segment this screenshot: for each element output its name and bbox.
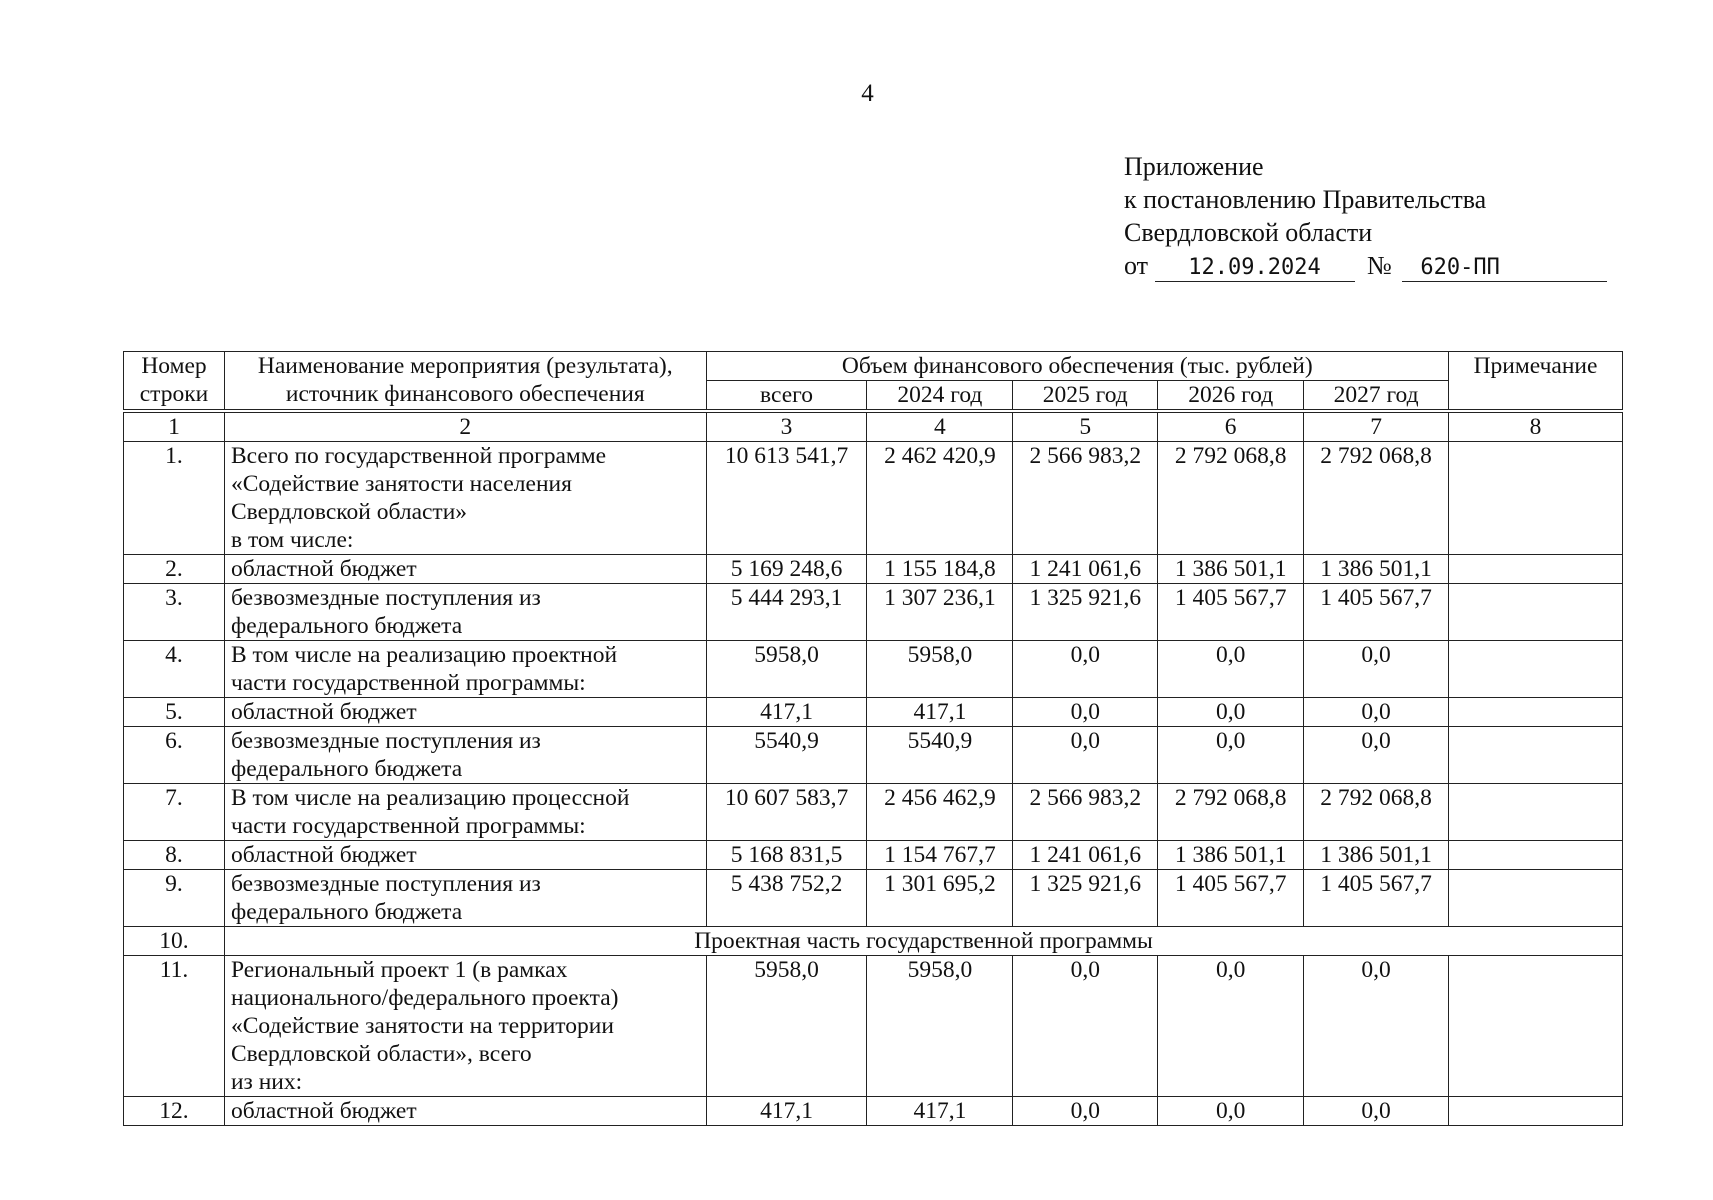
year-2027-cell: 1 405 567,7 [1304,584,1449,641]
header-2027: 2027 год [1304,381,1449,412]
year-2024-cell: 5958,0 [867,641,1013,698]
column-number: 7 [1304,411,1449,442]
item-name-cell: безвозмездные поступления из федерального бюджета [224,727,706,784]
total-cell: 5 168 831,5 [706,841,867,870]
header-volume: Объем финансового обеспечения (тыс. рублей) [706,352,1448,381]
year-2025-cell: 0,0 [1013,956,1158,1097]
item-name-cell: безвозмездные поступления из федерального бюджета [224,584,706,641]
year-2027-cell: 0,0 [1304,641,1449,698]
year-2027-cell: 1 386 501,1 [1304,555,1449,584]
document-date: 12.09.2024 [1155,255,1355,282]
row-number-cell: 3. [124,584,225,641]
note-cell [1449,584,1623,641]
appendix-line-3: Свердловской области [1124,218,1373,247]
year-2025-cell: 1 241 061,6 [1013,841,1158,870]
year-2024-cell: 5540,9 [867,727,1013,784]
note-cell [1449,442,1623,555]
note-cell [1449,698,1623,727]
year-2027-cell: 2 792 068,8 [1304,442,1449,555]
note-cell [1449,956,1623,1097]
total-cell: 5 169 248,6 [706,555,867,584]
year-2027-cell: 1 405 567,7 [1304,870,1449,927]
item-name-cell: областной бюджет [224,841,706,870]
year-2026-cell: 1 386 501,1 [1158,841,1304,870]
year-2026-cell: 1 405 567,7 [1158,870,1304,927]
table-row [124,555,1623,584]
table-row [124,1097,1623,1126]
section-row [124,927,1623,956]
column-number: 2 [224,411,706,442]
year-2025-cell: 1 325 921,6 [1013,870,1158,927]
total-cell: 10 607 583,7 [706,784,867,841]
row-number-cell: 6. [124,727,225,784]
table-row [124,698,1623,727]
year-2025-cell: 2 566 983,2 [1013,784,1158,841]
year-2026-cell: 0,0 [1158,1097,1304,1126]
item-name-cell: безвозмездные поступления из федерального бюджета [224,870,706,927]
date-prefix: от [1124,251,1149,280]
year-2027-cell: 0,0 [1304,698,1449,727]
row-number-cell: 10. [124,927,225,956]
year-2027-cell: 1 386 501,1 [1304,841,1449,870]
year-2026-cell: 1 386 501,1 [1158,555,1304,584]
year-2027-cell: 0,0 [1304,727,1449,784]
year-2025-cell: 0,0 [1013,641,1158,698]
column-number: 6 [1158,411,1304,442]
year-2027-cell: 0,0 [1304,1097,1449,1126]
year-2026-cell: 0,0 [1158,727,1304,784]
year-2024-cell: 417,1 [867,1097,1013,1126]
year-2025-cell: 1 241 061,6 [1013,555,1158,584]
total-cell: 417,1 [706,698,867,727]
table-row [124,584,1623,641]
year-2025-cell: 0,0 [1013,1097,1158,1126]
table-row [124,641,1623,698]
item-name-cell: Всего по государственной программе «Содействие занятости населения Свердловской области» в том числе: [224,442,706,555]
header-name: Наименование мероприятия (результата), источник финансового обеспечения [224,352,706,412]
row-number-cell: 9. [124,870,225,927]
year-2024-cell: 1 307 236,1 [867,584,1013,641]
year-2027-cell: 0,0 [1304,956,1449,1097]
year-2026-cell: 0,0 [1158,956,1304,1097]
table-row [124,841,1623,870]
item-name-cell: Региональный проект 1 (в рамках национального/федерального проекта) «Содействие занятости на территории Свердловской области», всего из них: [224,956,706,1097]
row-number-cell: 8. [124,841,225,870]
header-2025: 2025 год [1013,381,1158,412]
column-number: 3 [706,411,867,442]
page-number: 4 [861,80,874,107]
row-number-cell: 11. [124,956,225,1097]
year-2024-cell: 417,1 [867,698,1013,727]
total-cell: 10 613 541,7 [706,442,867,555]
number-prefix: № [1367,251,1392,280]
column-number: 5 [1013,411,1158,442]
year-2024-cell: 2 462 420,9 [867,442,1013,555]
year-2024-cell: 1 155 184,8 [867,555,1013,584]
total-cell: 5 444 293,1 [706,584,867,641]
table-row [124,956,1623,1097]
header-2024: 2024 год [867,381,1013,412]
row-number-cell: 5. [124,698,225,727]
document-number: 620-ПП [1402,255,1607,282]
note-cell [1449,784,1623,841]
appendix-block [1124,150,1607,282]
table-body [124,411,1623,1126]
column-numbers-row [124,411,1623,442]
header-2026: 2026 год [1158,381,1304,412]
year-2025-cell: 1 325 921,6 [1013,584,1158,641]
note-cell [1449,555,1623,584]
row-number-cell: 1. [124,442,225,555]
note-cell [1449,870,1623,927]
note-cell [1449,1097,1623,1126]
header-note: Примечание [1449,352,1623,412]
total-cell: 5540,9 [706,727,867,784]
year-2025-cell: 0,0 [1013,698,1158,727]
year-2024-cell: 5958,0 [867,956,1013,1097]
column-number: 4 [867,411,1013,442]
appendix-line-2: к постановлению Правительства [1124,185,1487,214]
column-number: 1 [124,411,225,442]
year-2026-cell: 2 792 068,8 [1158,442,1304,555]
header-row-number: Номер строки [124,352,225,412]
row-number-cell: 12. [124,1097,225,1126]
total-cell: 417,1 [706,1097,867,1126]
year-2024-cell: 2 456 462,9 [867,784,1013,841]
year-2024-cell: 1 301 695,2 [867,870,1013,927]
column-number: 8 [1449,411,1623,442]
note-cell [1449,727,1623,784]
table-row [124,784,1623,841]
item-name-cell: областной бюджет [224,555,706,584]
section-title-cell: Проектная часть государственной программы [224,927,1622,956]
year-2027-cell: 2 792 068,8 [1304,784,1449,841]
appendix-title: Приложение [1124,152,1264,181]
total-cell: 5 438 752,2 [706,870,867,927]
row-number-cell: 4. [124,641,225,698]
header-total: всего [706,381,867,412]
year-2026-cell: 0,0 [1158,641,1304,698]
item-name-cell: областной бюджет [224,1097,706,1126]
financing-table [123,351,1623,1126]
table-row [124,442,1623,555]
year-2026-cell: 2 792 068,8 [1158,784,1304,841]
row-number-cell: 2. [124,555,225,584]
year-2025-cell: 2 566 983,2 [1013,442,1158,555]
header-row-1 [124,352,1623,381]
note-cell [1449,841,1623,870]
total-cell: 5958,0 [706,956,867,1097]
year-2026-cell: 0,0 [1158,698,1304,727]
year-2026-cell: 1 405 567,7 [1158,584,1304,641]
row-number-cell: 7. [124,784,225,841]
item-name-cell: В том числе на реализацию процессной части государственной программы: [224,784,706,841]
total-cell: 5958,0 [706,641,867,698]
table-row [124,727,1623,784]
appendix-date-line [1124,249,1607,282]
item-name-cell: В том числе на реализацию проектной части государственной программы: [224,641,706,698]
year-2024-cell: 1 154 767,7 [867,841,1013,870]
item-name-cell: областной бюджет [224,698,706,727]
note-cell [1449,641,1623,698]
table-row [124,870,1623,927]
year-2025-cell: 0,0 [1013,727,1158,784]
